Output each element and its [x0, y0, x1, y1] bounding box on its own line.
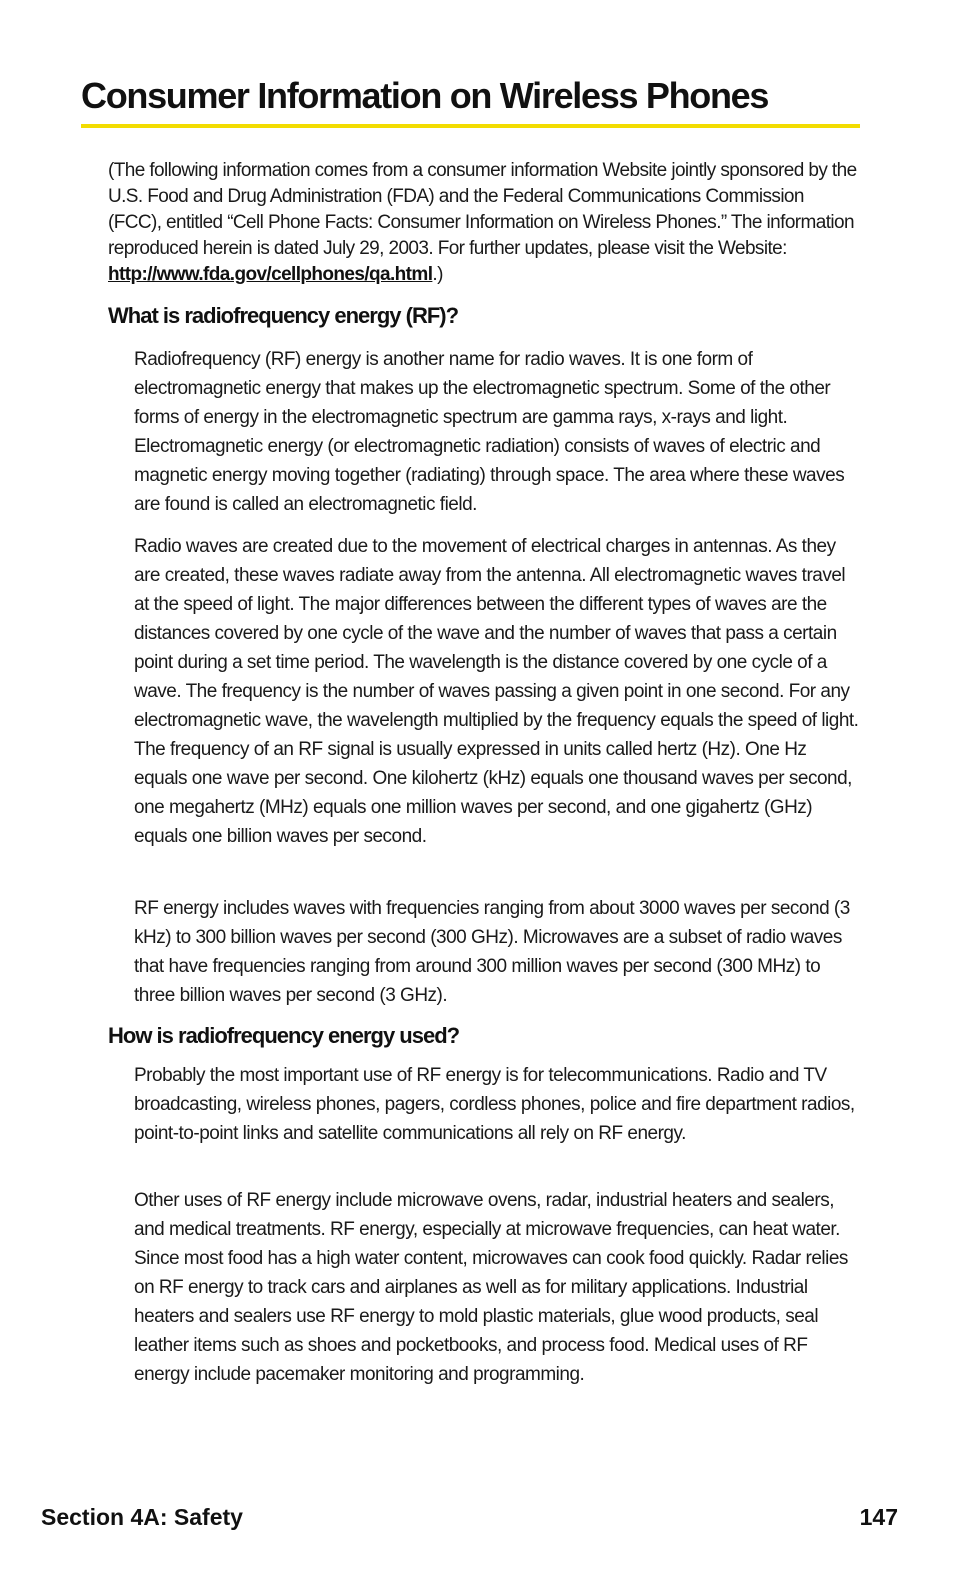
page-title: Consumer Information on Wireless Phones	[81, 75, 769, 116]
footer-page-number: 147	[859, 1504, 898, 1530]
intro-paragraph	[108, 158, 860, 288]
intro-text: (The following information comes from a consumer information Website jointly sponsored by the U.S. Food and Drug Administration (FDA) and the Federal Communications Commission (FCC), entitled “Cell Phone Facts: Consumer Information on Wireless Phones.” The information reproduced herein is dated July 29, 2003. For further updates, please visit the Website:	[108, 160, 857, 259]
title-rule	[81, 124, 860, 128]
section-heading-rf: What is radiofrequency energy (RF)?	[108, 303, 459, 328]
rf-paragraph-3: RF energy includes waves with frequencies ranging from about 3000 waves per second (3 kHz) to 300 billion waves per second (300 GHz). Microwaves are a subset of radio waves that have frequencies ranging from around 300 million waves per second (300 MHz) to three billion waves per second (3 GHz).	[134, 898, 850, 1006]
uses-paragraph-1: Probably the most important use of RF energy is for telecommunications. Radio and TV broadcasting, wireless phones, pagers, cordless phones, police and fire department radios, point-to-point links and satellite communications all rely on RF energy.	[134, 1065, 855, 1144]
section-heading-rf-uses: How is radiofrequency energy used?	[108, 1023, 460, 1048]
uses-paragraph-2: Other uses of RF energy include microwave ovens, radar, industrial heaters and sealers, and medical treatments. RF energy, especially at microwave frequencies, can heat water. Since most food has a high water content, microwaves can cook food quickly. Radar relies on RF energy to track cars and airplanes as well as for military applications. Industrial heaters and sealers use RF energy to mold plastic materials, glue wood products, seal leather items such as shoes and pocketbooks, and process food. Medical uses of RF energy include pacemaker monitoring and programming.	[134, 1190, 848, 1385]
rf-paragraph-1: Radiofrequency (RF) energy is another name for radio waves. It is one form of electromagnetic energy that makes up the electromagnetic spectrum. Some of the other forms of energy in the electromagnetic spectrum are gamma rays, x-rays and light. Electromagnetic energy (or electromagnetic radiation) consists of waves of electric and magnetic energy moving together (radiating) through space. The area where these waves are found is called an electromagnetic field.	[134, 349, 845, 515]
rf-paragraph-2: Radio waves are created due to the movement of electrical charges in antennas. As they are created, these waves radiate away from the antenna. All electromagnetic waves travel at the speed of light. The major differences between the different types of waves are the distances covered by one cycle of the wave and the number of waves that pass a certain point during a set time period. The wavelength is the distance covered by one cycle of a wave. The frequency is the number of waves passing a given point in one second. For any electromagnetic wave, the wavelength multiplied by the frequency equals the speed of light. The frequency of an RF signal is usually expressed in units called hertz (Hz). One Hz equals one wave per second. One kilohertz (kHz) equals one thousand waves per second, one megahertz (MHz) equals one million waves per second, and one gigahertz (GHz) equals one billion waves per second.	[134, 536, 859, 847]
footer-section-label: Section 4A: Safety	[41, 1504, 243, 1530]
fda-website-link[interactable]: http://www.fda.gov/cellphones/qa.html	[108, 264, 433, 285]
intro-suffix: .)	[432, 264, 443, 285]
